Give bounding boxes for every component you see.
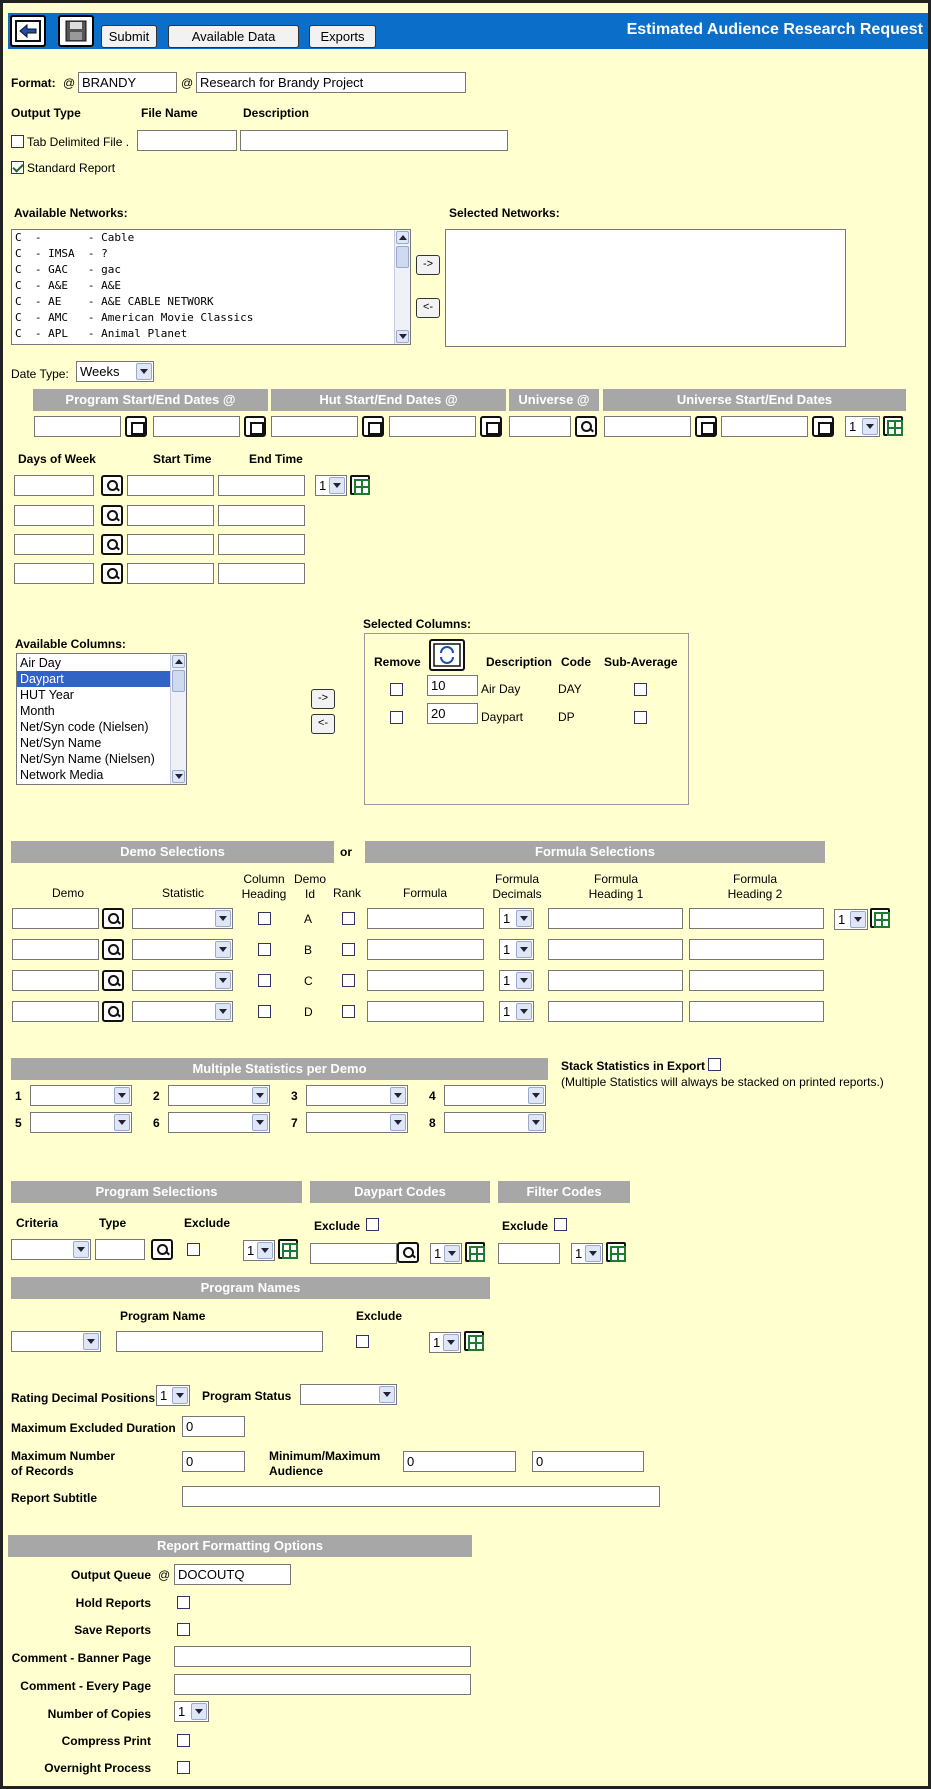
column-heading-checkbox[interactable] xyxy=(258,912,271,925)
demo-input[interactable] xyxy=(12,970,99,991)
comment-banner-label: Comment - Banner Page xyxy=(11,1651,151,1665)
hut-end-calendar-icon[interactable] xyxy=(480,416,502,437)
min-max-audience-label-1: Minimum/Maximum xyxy=(269,1449,381,1463)
universe-lookup-icon[interactable] xyxy=(575,416,597,437)
tab-delimited-checkbox[interactable] xyxy=(11,135,24,148)
demo-rows-select[interactable] xyxy=(834,909,868,930)
statistic-select[interactable] xyxy=(132,1001,233,1022)
days-rows-value: 1 xyxy=(319,478,327,493)
daypart-rows-select[interactable] xyxy=(430,1243,462,1264)
multi-stat-select[interactable] xyxy=(444,1085,546,1106)
formula-decimals-value: 1 xyxy=(503,973,511,988)
stack-statistics-checkbox[interactable] xyxy=(708,1058,721,1071)
rating-decimal-value: 1 xyxy=(160,1388,168,1403)
demo-col-header: Demo xyxy=(51,886,84,900)
add-network-button[interactable]: -> xyxy=(416,255,440,275)
program-selections-header: Program Selections xyxy=(11,1181,302,1203)
universe-start-date-input[interactable] xyxy=(604,416,691,437)
statistic-col-header: Statistic xyxy=(161,886,204,900)
criteria-label: Criteria xyxy=(16,1216,59,1230)
filter-exclude-checkbox[interactable] xyxy=(554,1218,567,1231)
number-of-copies-label: Number of Copies xyxy=(47,1707,151,1721)
column-item[interactable]: Month xyxy=(20,704,55,718)
selected-networks-list[interactable] xyxy=(445,229,846,347)
min-audience-input[interactable]: 0 xyxy=(403,1451,516,1472)
demo-id: C xyxy=(304,974,313,988)
add-daypart-row-icon[interactable] xyxy=(465,1242,485,1262)
column-sequence-input[interactable]: 20 xyxy=(427,703,478,724)
date-rows-select[interactable] xyxy=(845,416,880,437)
demo-lookup-icon[interactable] xyxy=(102,1001,124,1022)
daypart-rows-value: 1 xyxy=(434,1246,442,1261)
demo-selections-header: Demo Selections xyxy=(11,841,334,863)
program-exclude-checkbox[interactable] xyxy=(187,1243,200,1256)
day-of-week-input[interactable] xyxy=(14,534,94,555)
max-records-label-2: of Records xyxy=(11,1464,74,1478)
multi-stat-select[interactable] xyxy=(306,1085,408,1106)
save-reports-label: Save Reports xyxy=(74,1623,151,1637)
demo-lookup-icon[interactable] xyxy=(102,908,124,929)
date-rows-value: 1 xyxy=(849,419,857,434)
criteria-select[interactable] xyxy=(11,1239,91,1260)
formula-col-header: Formula xyxy=(402,886,447,900)
available-networks-label: Available Networks: xyxy=(14,206,128,220)
daypart-code-lookup-icon[interactable] xyxy=(397,1242,419,1263)
col-code-header: Code xyxy=(561,655,591,669)
col-remove-header: Remove xyxy=(374,655,421,669)
column-item[interactable]: Air Day xyxy=(20,656,61,670)
daypart-exclude-label: Exclude xyxy=(314,1219,361,1233)
hut-dates-header: Hut Start/End Dates @ xyxy=(271,389,506,411)
filter-code-input[interactable] xyxy=(498,1243,560,1264)
universe-header: Universe @ xyxy=(509,389,599,411)
multi-stat-number: 2 xyxy=(153,1089,160,1103)
universe-dates-header: Universe Start/End Dates xyxy=(603,389,906,411)
day-of-week-lookup-icon[interactable] xyxy=(101,505,123,526)
program-type-lookup-icon[interactable] xyxy=(151,1239,173,1260)
program-status-select[interactable] xyxy=(300,1384,397,1405)
formula-heading1-col-header: Formula Heading 1 xyxy=(588,872,644,901)
hold-reports-label: Hold Reports xyxy=(75,1596,151,1610)
compress-print-label: Compress Print xyxy=(61,1734,151,1748)
multi-stat-select[interactable] xyxy=(444,1112,546,1133)
formula-heading1-input[interactable] xyxy=(548,908,683,929)
available-columns-list[interactable] xyxy=(16,653,187,785)
networks-scrollbar[interactable] xyxy=(394,230,410,344)
remove-column-checkbox[interactable] xyxy=(390,711,403,724)
overnight-process-checkbox[interactable] xyxy=(177,1761,190,1774)
filter-rows-select[interactable] xyxy=(571,1243,603,1264)
column-description: Daypart xyxy=(481,710,524,724)
program-names-exclude-checkbox[interactable] xyxy=(356,1335,369,1348)
multi-stat-select[interactable] xyxy=(168,1112,270,1133)
program-name-label: Program Name xyxy=(120,1309,206,1323)
demo-input[interactable] xyxy=(12,908,99,929)
date-type-select[interactable] xyxy=(76,361,154,382)
program-names-rows-value: 1 xyxy=(433,1335,441,1350)
hut-end-date-input[interactable] xyxy=(389,416,476,437)
description-label: Description xyxy=(243,106,310,120)
columns-scrollbar[interactable] xyxy=(170,654,186,784)
rank-checkbox[interactable] xyxy=(342,1005,355,1018)
multi-stat-select[interactable] xyxy=(168,1085,270,1106)
column-items xyxy=(17,654,186,783)
formula-decimals-value: 1 xyxy=(503,1004,511,1019)
multi-stat-number: 3 xyxy=(291,1089,298,1103)
program-start-date-input[interactable] xyxy=(34,416,121,437)
column-item[interactable]: Daypart xyxy=(17,671,186,687)
rating-decimal-label: Rating Decimal Positions xyxy=(11,1391,156,1405)
network-item[interactable]: C - AE - A&E CABLE NETWORK xyxy=(15,295,214,308)
universe-input[interactable] xyxy=(509,416,571,437)
report-formatting-header: Report Formatting Options xyxy=(8,1535,472,1557)
days-rows-select[interactable] xyxy=(315,475,347,496)
column-item[interactable]: Network Media xyxy=(20,768,104,782)
formula-input[interactable] xyxy=(367,1001,484,1022)
multi-stat-select[interactable] xyxy=(30,1112,132,1133)
program-type-input[interactable] xyxy=(95,1239,145,1260)
multi-stat-number: 5 xyxy=(15,1116,22,1130)
multi-stat-number: 7 xyxy=(291,1116,298,1130)
formula-decimals-select[interactable] xyxy=(499,939,534,960)
universe-end-calendar-icon[interactable] xyxy=(812,416,834,437)
demo-id: A xyxy=(304,912,313,926)
start-time-input[interactable] xyxy=(127,475,214,496)
program-name-input[interactable] xyxy=(116,1331,323,1352)
demo-input[interactable] xyxy=(12,939,99,960)
day-of-week-input[interactable] xyxy=(14,505,94,526)
available-columns-label: Available Columns: xyxy=(15,637,126,651)
day-of-week-lookup-icon[interactable] xyxy=(101,475,123,496)
max-excluded-duration-label: Maximum Excluded Duration xyxy=(11,1421,176,1435)
formula-heading1-input[interactable] xyxy=(548,939,683,960)
sub-average-checkbox[interactable] xyxy=(634,683,647,696)
refresh-columns-icon[interactable] xyxy=(429,639,465,671)
max-records-label-1: Maximum Number xyxy=(11,1449,116,1463)
multi-stat-number: 4 xyxy=(429,1089,436,1103)
formula-heading2-col-header: Formula Heading 2 xyxy=(727,872,783,901)
day-of-week-input[interactable] xyxy=(14,475,94,496)
exports-button[interactable]: Exports xyxy=(309,25,376,48)
format-at: @ xyxy=(63,76,76,90)
network-item[interactable]: C - AMC - American Movie Classics xyxy=(15,311,254,324)
demo-id: B xyxy=(304,943,313,957)
formula-heading1-input[interactable] xyxy=(548,970,683,991)
comment-every-page-input[interactable] xyxy=(174,1674,471,1695)
multi-stat-number: 8 xyxy=(429,1116,436,1130)
formula-decimals-value: 1 xyxy=(503,911,511,926)
formula-input[interactable] xyxy=(367,970,484,991)
multi-stat-number: 1 xyxy=(15,1089,22,1103)
demo-rows-value: 1 xyxy=(838,912,846,927)
column-code: DP xyxy=(558,710,575,724)
start-time-input[interactable] xyxy=(127,563,214,584)
formula-heading2-input[interactable] xyxy=(689,939,824,960)
network-items xyxy=(12,230,410,342)
column-heading-checkbox[interactable] xyxy=(258,1005,271,1018)
add-date-row-icon[interactable] xyxy=(883,416,903,436)
formula-input[interactable] xyxy=(367,908,484,929)
program-name-criteria-select[interactable] xyxy=(11,1331,101,1352)
type-label: Type xyxy=(99,1216,127,1230)
daypart-code-input[interactable] xyxy=(310,1243,397,1264)
format-label: Format: xyxy=(11,76,56,90)
output-queue-label: Output Queue xyxy=(71,1568,151,1582)
universe-start-calendar-icon[interactable] xyxy=(695,416,717,437)
column-item[interactable]: Net/Syn Name (Nielsen) xyxy=(20,752,155,766)
column-item[interactable]: HUT Year xyxy=(20,688,74,702)
day-of-week-lookup-icon[interactable] xyxy=(101,534,123,555)
column-code: DAY xyxy=(558,682,582,696)
hut-start-calendar-icon[interactable] xyxy=(362,416,384,437)
formula-input[interactable] xyxy=(367,939,484,960)
start-time-input[interactable] xyxy=(127,534,214,555)
comment-every-page-label: Comment - Every Page xyxy=(20,1679,151,1693)
program-names-header: Program Names xyxy=(11,1277,490,1299)
formula-decimals-select[interactable] xyxy=(499,1001,534,1022)
compress-print-checkbox[interactable] xyxy=(177,1734,190,1747)
rating-decimal-select[interactable] xyxy=(156,1385,190,1406)
formula-heading2-input[interactable] xyxy=(689,1001,824,1022)
report-subtitle-label: Report Subtitle xyxy=(11,1491,97,1505)
output-description-input[interactable] xyxy=(240,130,508,151)
network-item[interactable]: C - APL - Animal Planet xyxy=(15,327,188,340)
column-heading-checkbox[interactable] xyxy=(258,943,271,956)
add-days-row-icon[interactable] xyxy=(350,475,370,495)
sub-average-checkbox[interactable] xyxy=(634,711,647,724)
formula-heading2-input[interactable] xyxy=(689,908,824,929)
filter-rows-value: 1 xyxy=(575,1246,583,1261)
universe-end-date-input[interactable] xyxy=(721,416,808,437)
column-description: Air Day xyxy=(481,682,521,696)
output-queue-input[interactable]: DOCOUTQ xyxy=(174,1564,291,1585)
selected-networks-label: Selected Networks: xyxy=(449,206,560,220)
day-of-week-lookup-icon[interactable] xyxy=(101,563,123,584)
program-names-rows-select[interactable] xyxy=(429,1332,461,1353)
standard-report-label: Standard Report xyxy=(27,161,116,175)
start-time-input[interactable] xyxy=(127,505,214,526)
standard-report-checkbox[interactable] xyxy=(11,161,24,174)
program-names-exclude-label: Exclude xyxy=(356,1309,403,1323)
days-of-week-label: Days of Week xyxy=(18,452,96,466)
program-dates-header: Program Start/End Dates @ xyxy=(33,389,268,411)
formula-decimals-select[interactable] xyxy=(499,908,534,929)
program-end-date-input[interactable] xyxy=(153,416,240,437)
column-heading-checkbox[interactable] xyxy=(258,974,271,987)
floppy-save-icon[interactable] xyxy=(58,15,94,47)
formula-selections-header: Formula Selections xyxy=(365,841,825,863)
date-type-value: Weeks xyxy=(80,364,120,379)
stack-statistics-note: (Multiple Statistics will always be stacked on printed reports.) xyxy=(561,1075,884,1089)
network-item[interactable]: C - GAC - gac xyxy=(15,263,121,276)
output-type-label: Output Type xyxy=(11,106,81,120)
program-rows-select[interactable] xyxy=(243,1240,275,1261)
multi-stat-select[interactable] xyxy=(30,1085,132,1106)
column-item[interactable]: Net/Syn Name xyxy=(20,736,102,750)
statistic-select[interactable] xyxy=(132,939,233,960)
statistic-select[interactable] xyxy=(132,970,233,991)
column-item[interactable]: Net/Syn code (Nielsen) xyxy=(20,720,149,734)
formula-heading1-input[interactable] xyxy=(548,1001,683,1022)
filter-exclude-label: Exclude xyxy=(502,1219,549,1233)
demo-lookup-icon[interactable] xyxy=(102,970,124,991)
program-rows-value: 1 xyxy=(247,1243,255,1258)
tab-delimited-label: Tab Delimited File . xyxy=(27,135,130,149)
formula-decimals-select[interactable] xyxy=(499,970,534,991)
start-time-label: Start Time xyxy=(153,452,212,466)
title-bar xyxy=(8,13,929,49)
column-heading-col-header: Column Heading xyxy=(241,872,287,901)
file-name-label: File Name xyxy=(141,106,198,120)
add-program-row-icon[interactable] xyxy=(278,1239,298,1259)
demo-input[interactable] xyxy=(12,1001,99,1022)
rank-checkbox[interactable] xyxy=(342,974,355,987)
demo-id: D xyxy=(304,1005,313,1019)
submit-button[interactable]: Submit xyxy=(101,25,157,48)
program-exclude-label: Exclude xyxy=(184,1216,231,1230)
hut-start-date-input[interactable] xyxy=(271,416,358,437)
or-label: or xyxy=(340,845,352,859)
available-data-button[interactable]: Available Data xyxy=(168,25,299,48)
max-audience-input[interactable]: 0 xyxy=(532,1451,644,1472)
page-title: Estimated Audience Research Request xyxy=(626,21,923,38)
program-end-calendar-icon[interactable] xyxy=(244,416,266,437)
multiple-statistics-header: Multiple Statistics per Demo xyxy=(11,1058,548,1080)
end-time-label: End Time xyxy=(249,452,303,466)
number-of-copies-value: 1 xyxy=(178,1704,186,1719)
max-records-input[interactable]: 0 xyxy=(182,1451,245,1472)
back-arrow-icon[interactable] xyxy=(10,15,46,47)
end-time-input[interactable] xyxy=(218,475,305,496)
add-filter-row-icon[interactable] xyxy=(606,1242,626,1262)
date-type-label: Date Type: xyxy=(11,367,69,381)
remove-column-checkbox[interactable] xyxy=(390,683,403,696)
format-desc-at: @ xyxy=(181,76,194,90)
demo-id-col-header: Demo Id xyxy=(293,872,326,901)
rank-col-header: Rank xyxy=(332,886,361,900)
demo-lookup-icon[interactable] xyxy=(102,939,124,960)
max-excluded-duration-input[interactable]: 0 xyxy=(182,1416,245,1437)
network-item[interactable]: C - IMSA - ? xyxy=(15,247,108,260)
format-code-input[interactable]: BRANDY xyxy=(78,72,177,93)
remove-network-button[interactable]: <- xyxy=(416,298,440,318)
formula-decimals-col-header: Formula Decimals xyxy=(492,872,542,901)
col-subavg-header: Sub-Average xyxy=(604,655,678,669)
column-sequence-input[interactable]: 10 xyxy=(427,675,478,696)
col-description-header: Description xyxy=(486,655,553,669)
format-description-input[interactable]: Research for Brandy Project xyxy=(196,72,466,93)
comment-banner-input[interactable] xyxy=(174,1646,471,1667)
formula-heading2-input[interactable] xyxy=(689,970,824,991)
min-max-audience-label-2: Audience xyxy=(269,1464,324,1478)
filter-codes-header: Filter Codes xyxy=(498,1181,630,1203)
output-queue-at: @ xyxy=(158,1568,171,1582)
hold-reports-checkbox[interactable] xyxy=(177,1596,190,1609)
add-demo-row-icon[interactable] xyxy=(870,908,890,928)
file-name-input[interactable] xyxy=(137,130,237,151)
add-column-button[interactable]: -> xyxy=(311,689,335,709)
add-program-name-row-icon[interactable] xyxy=(464,1331,484,1351)
available-networks-list[interactable] xyxy=(11,229,411,345)
end-time-input[interactable] xyxy=(218,505,305,526)
statistic-select[interactable] xyxy=(132,908,233,929)
rank-checkbox[interactable] xyxy=(342,912,355,925)
network-item[interactable]: C - - Cable xyxy=(15,231,135,244)
remove-column-button[interactable]: <- xyxy=(311,714,335,734)
formula-decimals-value: 1 xyxy=(503,942,511,957)
daypart-exclude-checkbox[interactable] xyxy=(366,1218,379,1231)
selected-columns-label: Selected Columns: xyxy=(363,617,472,631)
report-subtitle-input[interactable] xyxy=(182,1486,660,1507)
number-of-copies-select[interactable] xyxy=(174,1701,209,1722)
end-time-input[interactable] xyxy=(218,563,305,584)
network-item[interactable]: C - A&E - A&E xyxy=(15,279,121,292)
multi-stat-number: 6 xyxy=(153,1116,160,1130)
daypart-codes-header: Daypart Codes xyxy=(310,1181,490,1203)
rank-checkbox[interactable] xyxy=(342,943,355,956)
overnight-process-label: Overnight Process xyxy=(44,1761,151,1775)
end-time-input[interactable] xyxy=(218,534,305,555)
save-reports-checkbox[interactable] xyxy=(177,1623,190,1636)
program-status-label: Program Status xyxy=(202,1389,292,1403)
program-start-calendar-icon[interactable] xyxy=(125,416,147,437)
day-of-week-input[interactable] xyxy=(14,563,94,584)
multi-stat-select[interactable] xyxy=(306,1112,408,1133)
stack-statistics-label: Stack Statistics in Export xyxy=(561,1059,706,1073)
